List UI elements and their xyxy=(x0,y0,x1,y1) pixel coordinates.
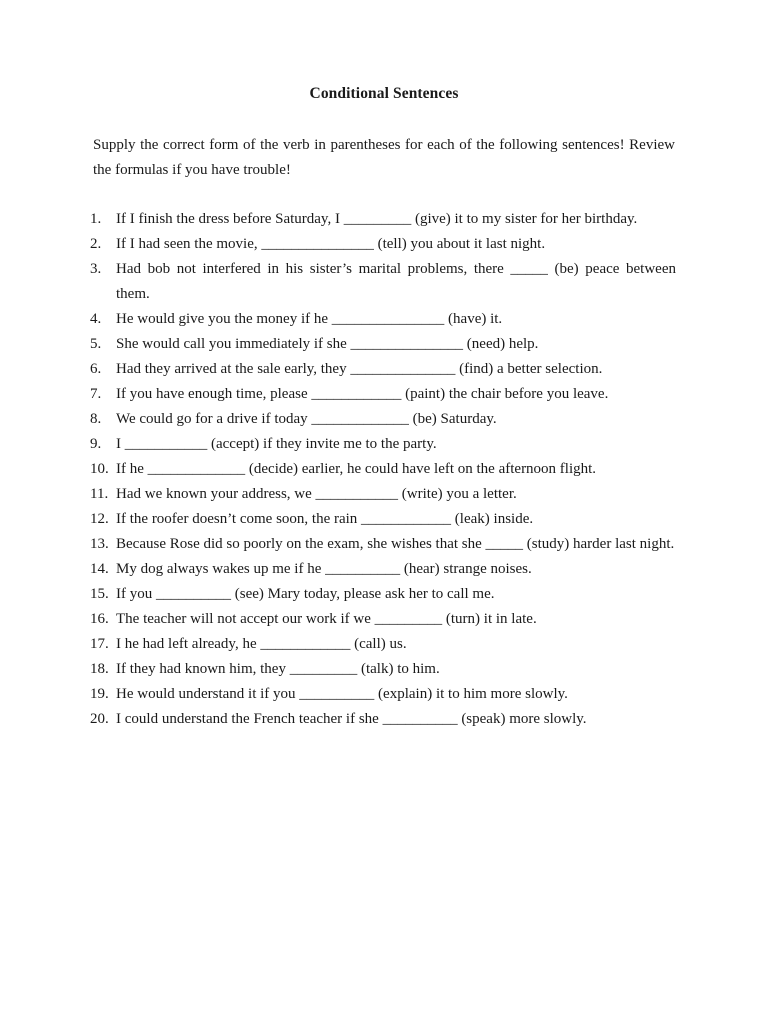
item-number: 16. xyxy=(90,611,109,627)
list-item xyxy=(90,207,676,232)
item-number: 9. xyxy=(90,436,102,452)
list-item xyxy=(90,632,676,657)
list-item xyxy=(90,682,676,707)
item-text: Had bob not interfered in his sister’s marital problems, there _____ (be) peace between them. xyxy=(116,261,676,302)
item-text: He would understand it if you __________ (explain) it to him more slowly. xyxy=(116,686,568,702)
item-text: The teacher will not accept our work if we _________ (turn) it in late. xyxy=(116,611,537,627)
item-text: If they had known him, they _________ (talk) to him. xyxy=(116,661,440,677)
item-text: I could understand the French teacher if she __________ (speak) more slowly. xyxy=(116,711,587,727)
list-item xyxy=(90,657,676,682)
item-text: Because Rose did so poorly on the exam, she wishes that she _____ (study) harder last night. xyxy=(116,536,675,552)
list-item xyxy=(90,232,676,257)
list-item xyxy=(90,407,676,432)
list-item xyxy=(90,607,676,632)
instructions-paragraph: Supply the correct form of the verb in parentheses for each of the following sentences! Review the formulas if you have trouble! xyxy=(93,137,675,178)
item-number: 11. xyxy=(90,486,109,502)
list-item xyxy=(90,357,676,382)
item-text: If he _____________ (decide) earlier, he could have left on the afternoon flight. xyxy=(116,461,597,477)
list-item xyxy=(90,532,676,557)
item-text: Had they arrived at the sale early, they ______________ (find) a better selection. xyxy=(116,361,603,377)
item-number: 4. xyxy=(90,311,102,327)
item-text: If I finish the dress before Saturday, I _________ (give) it to my sister for her birthday. xyxy=(116,211,638,227)
item-text: I he had left already, he ____________ (call) us. xyxy=(116,636,407,652)
item-number: 19. xyxy=(90,686,109,702)
item-number: 18. xyxy=(90,661,109,677)
item-text: If you __________ (see) Mary today, please ask her to call me. xyxy=(116,586,495,602)
item-number: 7. xyxy=(90,386,102,402)
item-number: 14. xyxy=(90,561,109,577)
item-number: 8. xyxy=(90,411,102,427)
item-number: 6. xyxy=(90,361,102,377)
item-number: 17. xyxy=(90,636,109,652)
item-number: 10. xyxy=(90,461,109,477)
list-item xyxy=(90,332,676,357)
item-number: 1. xyxy=(90,211,102,227)
page-title: Conditional Sentences xyxy=(309,85,459,102)
list-item xyxy=(90,482,676,507)
list-item xyxy=(90,557,676,582)
list-item xyxy=(90,707,676,732)
list-item xyxy=(90,432,676,457)
item-number: 20. xyxy=(90,711,109,727)
item-text: We could go for a drive if today _____________ (be) Saturday. xyxy=(116,411,497,427)
item-text: She would call you immediately if she _______________ (need) help. xyxy=(116,336,539,352)
item-text: If you have enough time, please ____________ (paint) the chair before you leave. xyxy=(116,386,609,402)
list-item xyxy=(90,382,676,407)
item-text: If I had seen the movie, _______________ (tell) you about it last night. xyxy=(116,236,546,252)
item-number: 12. xyxy=(90,511,109,527)
item-text: Had we known your address, we ___________ (write) you a letter. xyxy=(116,486,517,502)
item-number: 3. xyxy=(90,261,102,277)
item-number: 5. xyxy=(90,336,102,352)
list-item xyxy=(90,582,676,607)
item-text: He would give you the money if he _______________ (have) it. xyxy=(116,311,503,327)
list-item xyxy=(90,257,676,307)
list-item xyxy=(90,307,676,332)
item-number: 2. xyxy=(90,236,102,252)
item-text: I ___________ (accept) if they invite me to the party. xyxy=(116,436,437,452)
exercise-list xyxy=(90,207,676,732)
item-text: If the roofer doesn’t come soon, the rain ____________ (leak) inside. xyxy=(116,511,534,527)
item-number: 13. xyxy=(90,536,109,552)
item-number: 15. xyxy=(90,586,109,602)
list-item xyxy=(90,507,676,532)
item-text: My dog always wakes up me if he __________ (hear) strange noises. xyxy=(116,561,532,577)
list-item xyxy=(90,457,676,482)
